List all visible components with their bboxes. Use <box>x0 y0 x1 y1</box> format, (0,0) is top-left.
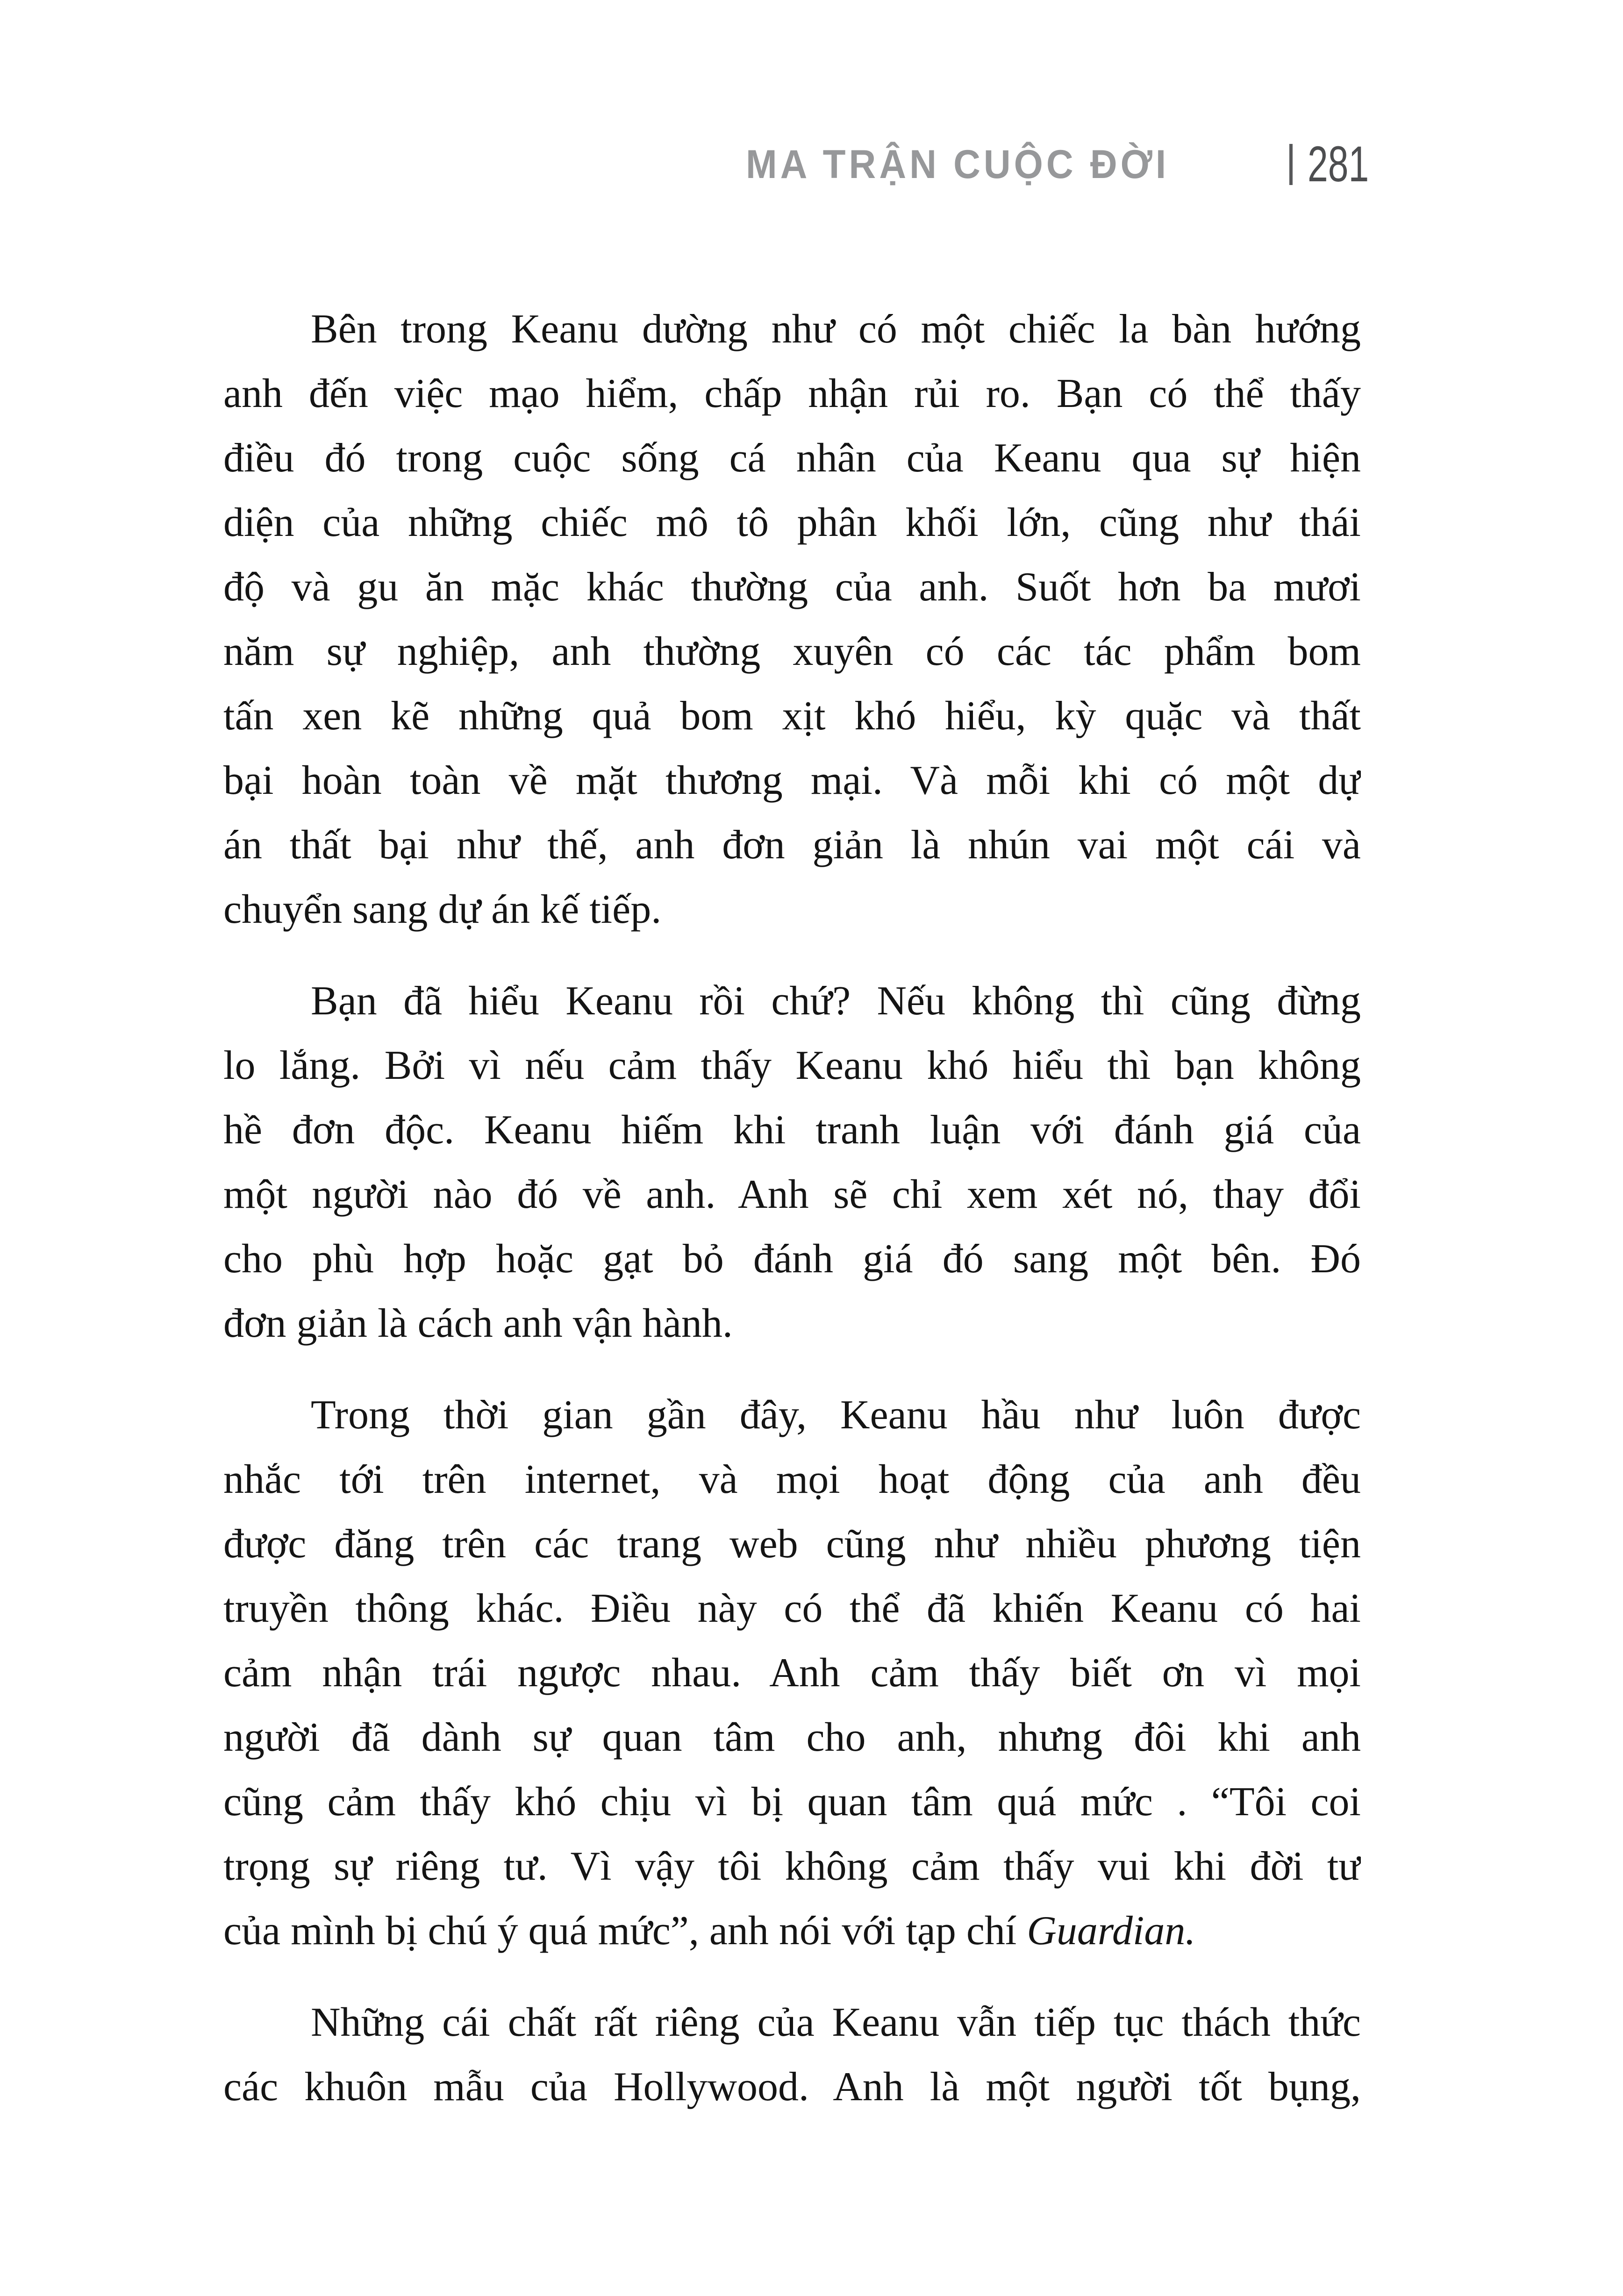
text-line <box>223 1899 1361 1963</box>
book-title: MA TRẬN CUỘC ĐỜI <box>746 142 1170 187</box>
text-line: cảm nhận trái ngược nhau. Anh cảm thấy biết ơn vì mọi <box>223 1650 1361 1696</box>
text-line: năm sự nghiệp, anh thường xuyên có các tác phẩm bom <box>223 629 1361 674</box>
paragraph <box>223 297 1361 942</box>
text-line: Trong thời gian gần đây, Keanu hầu như luôn được <box>311 1392 1361 1438</box>
italic-text-segment: Guardian. <box>1027 1908 1196 1954</box>
text-line: cũng cảm thấy khó chịu vì bị quan tâm quá mức . “Tôi coi <box>223 1779 1361 1825</box>
text-line: trọng sự riêng tư. Vì vậy tôi không cảm thấy vui khi đời tư <box>223 1844 1361 1889</box>
text-line: truyền thông khác. Điều này có thể đã khiến Keanu có hai <box>223 1586 1361 1631</box>
text-line: chuyển sang dự án kế tiếp. <box>223 887 662 932</box>
header-divider-bar <box>1289 144 1293 185</box>
text-line: bại hoàn toàn về mặt thương mại. Và mỗi khi có một dự <box>223 758 1361 803</box>
text-line: người đã dành sự quan tâm cho anh, nhưng đôi khi anh <box>223 1715 1361 1760</box>
text-line: Những cái chất rất riêng của Keanu vẫn tiếp tục thách thức <box>311 2000 1361 2045</box>
text-line: một người nào đó về anh. Anh sẽ chỉ xem xét nó, thay đổi <box>223 1172 1361 1217</box>
text-line: được đăng trên các trang web cũng như nhiều phương tiện <box>223 1521 1361 1567</box>
paragraph <box>223 969 1361 1356</box>
text-line: hề đơn độc. Keanu hiếm khi tranh luận với đánh giá của <box>223 1107 1361 1153</box>
text-line: Bạn đã hiểu Keanu rồi chứ? Nếu không thì cũng đừng <box>311 978 1361 1024</box>
text-line: tấn xen kẽ những quả bom xịt khó hiểu, kỳ quặc và thất <box>223 693 1361 739</box>
text-line: các khuôn mẫu của Hollywood. Anh là một người tốt bụng, <box>223 2064 1361 2110</box>
text-line: Bên trong Keanu dường như có một chiếc la bàn hướng <box>311 307 1361 352</box>
text-line: án thất bại như thế, anh đơn giản là nhún vai một cái và <box>223 822 1361 868</box>
text-line: nhắc tới trên internet, và mọi hoạt động của anh đều <box>223 1457 1361 1502</box>
text-line: lo lắng. Bởi vì nếu cảm thấy Keanu khó hiểu thì bạn không <box>223 1043 1361 1088</box>
page-number: 281 <box>1308 136 1369 193</box>
text-line: đơn giản là cách anh vận hành. <box>223 1301 733 1346</box>
paragraph <box>223 1990 1361 2119</box>
paragraph <box>223 1383 1361 1963</box>
text-line: cho phù hợp hoặc gạt bỏ đánh giá đó sang một bên. Đó <box>223 1236 1361 1282</box>
text-line: anh đến việc mạo hiểm, chấp nhận rủi ro. Bạn có thể thấy <box>223 371 1361 416</box>
text-line: độ và gu ăn mặc khác thường của anh. Suốt hơn ba mươi <box>223 564 1361 610</box>
text-line: diện của những chiếc mô tô phân khối lớn, cũng như thái <box>223 500 1361 545</box>
text-segment: của mình bị chú ý quá mức”, anh nói với tạp chí <box>223 1908 1027 1954</box>
body-text <box>223 297 1361 2119</box>
text-line: điều đó trong cuộc sống cá nhân của Keanu qua sự hiện <box>223 435 1361 481</box>
running-header <box>746 136 1369 193</box>
